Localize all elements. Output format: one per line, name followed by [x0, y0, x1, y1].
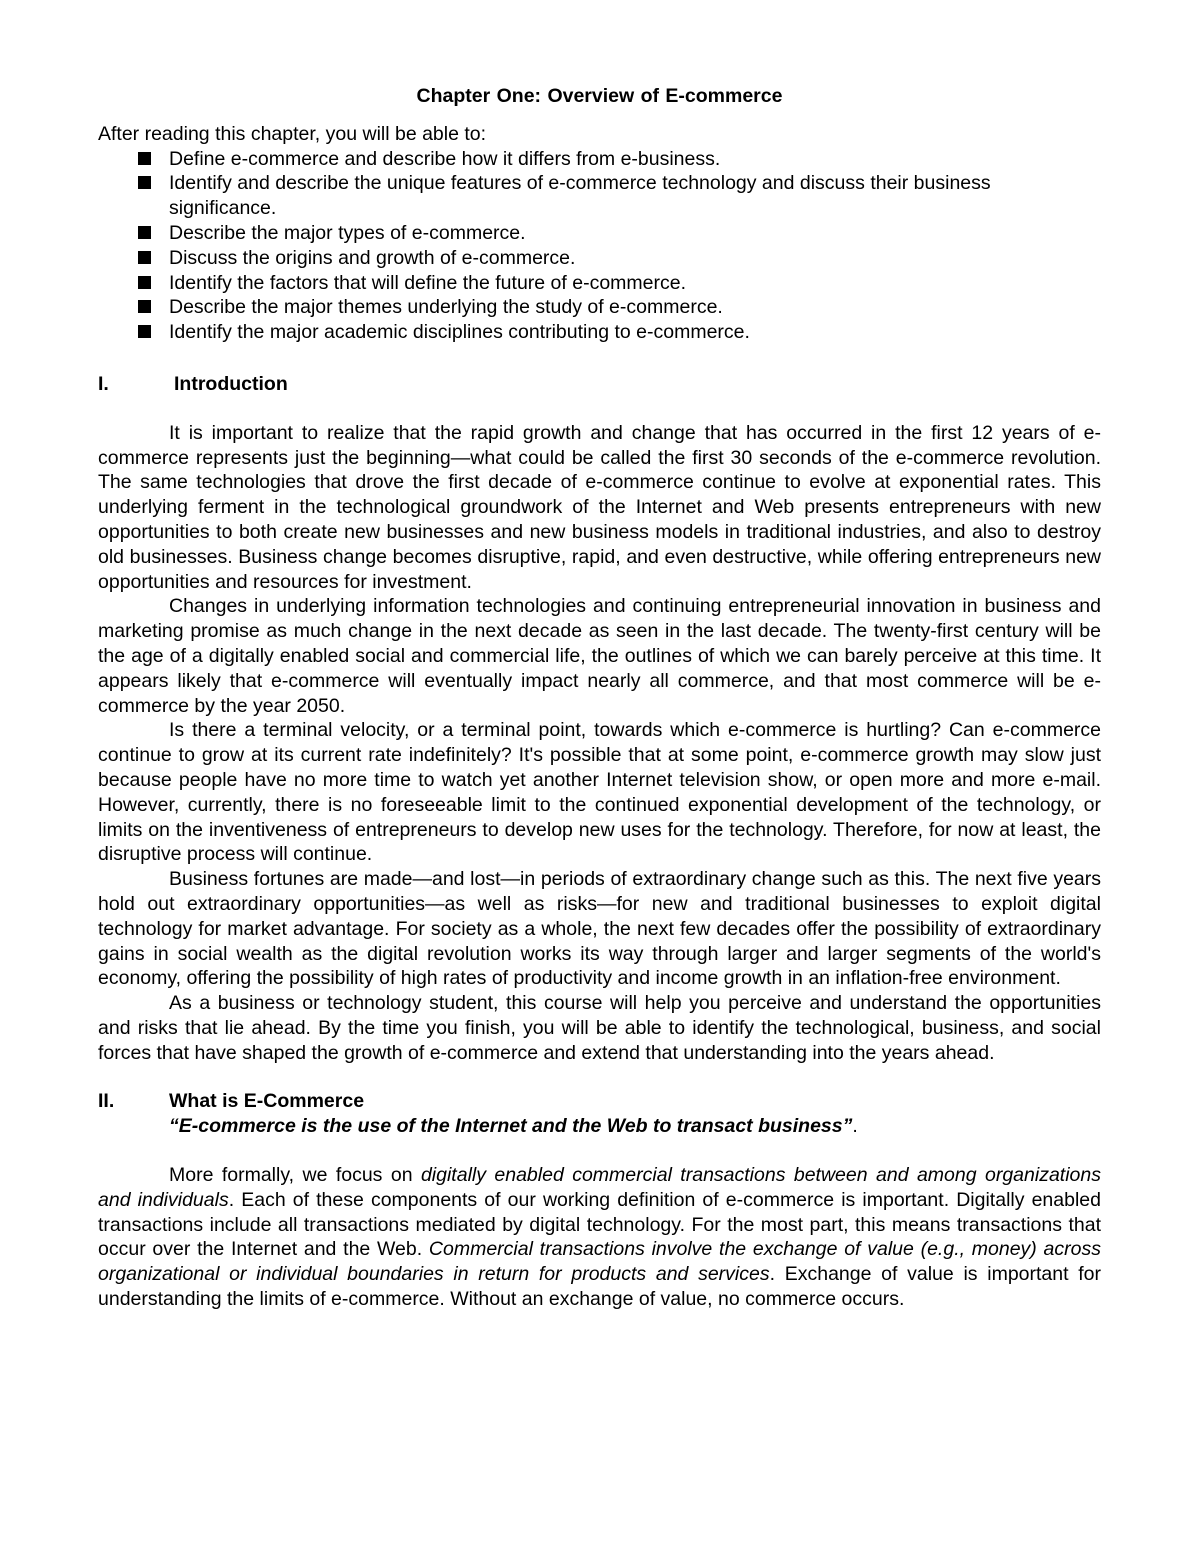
objective-item	[98, 271, 1101, 296]
definition-period: .	[852, 1115, 858, 1138]
objective-item	[98, 171, 1101, 221]
square-bullet-icon	[138, 152, 151, 165]
objective-item	[98, 295, 1101, 320]
square-bullet-icon	[138, 300, 151, 313]
objective-text: Identify the factors that will define the future of e-commerce.	[169, 271, 686, 294]
objective-text: Define e-commerce and describe how it differs from e-business.	[169, 147, 721, 170]
text-run: More formally, we focus on	[169, 1164, 421, 1187]
intro-paragraph: As a business or technology student, this course will help you perceive and understand the opportunities and risks that lie ahead. By the time you finish, you will be able to identify the technological, business, and social forces that have shaped the growth of e-commerce and extend that understanding into the years ahead.	[98, 992, 1101, 1064]
objectives-list	[98, 147, 1101, 345]
intro-paragraph: Changes in underlying information technologies and continuing entrepreneurial innovation in business and marketing promise as much change in the next decade as seen in the last decade. The twenty-first century will be the age of a digitally enabled social and commercial life, the outlines of which we can barely perceive at this time. It appears likely that e-commerce will eventually impact nearly all commerce, and that most commerce will be e-commerce by the year 2050.	[98, 595, 1101, 717]
square-bullet-icon	[138, 176, 151, 189]
intro-paragraph: Is there a terminal velocity, or a terminal point, towards which e-commerce is hurtling? Can e-commerce continue to grow at its current rate indefinitely? It's possible that at some point, e-commerce growth may slow just because people have no more time to watch yet another Internet television show, or open more and more e-mail. However, currently, there is no foreseeable limit to the continued exponential development of the technology, or limits on the inventiveness of entrepreneurs to develop new uses for the technology. Therefore, for now at least, the disruptive process will continue.	[98, 719, 1101, 866]
objective-text: Identify the major academic disciplines contributing to e-commerce.	[169, 321, 750, 344]
section-heading-introduction	[98, 372, 1101, 397]
objective-item	[98, 246, 1101, 271]
section-number: II.	[98, 1090, 115, 1113]
intro-paragraph: It is important to realize that the rapid growth and change that has occurred in the first 12 years of e-commerce represents just the beginning—what could be called the first 30 seconds of the e-commerce revolution. The same technologies that drove the first decade of e-commerce continue to evolve at exponential rates. This underlying ferment in the technological groundwork of the Internet and Web presents entrepreneurs with new opportunities to both create new businesses and new business models in traditional industries, and also to destroy old businesses. Business change becomes disruptive, rapid, and even destructive, while offering entrepreneurs new opportunities and resources for investment.	[98, 421, 1101, 593]
square-bullet-icon	[138, 226, 151, 239]
section-heading-what-is-ecommerce	[98, 1089, 1101, 1114]
text-run: . Exchange of value is important for understanding the limits of e-commerce. Without an exchange of value, no commerce occurs.	[98, 1263, 1101, 1311]
definition-paragraph	[98, 1163, 1101, 1312]
section-number: I.	[98, 372, 109, 395]
section-title: What is E-Commerce	[169, 1090, 365, 1113]
objective-item	[98, 147, 1101, 172]
text-run: . Each of these components of our working definition of e-commerce is important. Digitally enabled transactions include all transactions mediated by digital technology. For the most part, this means transactions that occur over the Internet and the Web.	[98, 1188, 1101, 1261]
objective-item	[98, 221, 1101, 246]
square-bullet-icon	[138, 251, 151, 264]
objectives-intro: After reading this chapter, you will be able to:	[98, 122, 487, 145]
objective-item	[98, 320, 1101, 345]
objective-text: Discuss the origins and growth of e-commerce.	[169, 246, 576, 269]
square-bullet-icon	[138, 325, 151, 338]
objective-text: Describe the major types of e-commerce.	[169, 221, 526, 244]
square-bullet-icon	[138, 276, 151, 289]
chapter-title: Chapter One: Overview of E-commerce	[416, 85, 783, 107]
emphasis-run: digitally enabled commercial transactions between and among organizations and individuals	[98, 1164, 1101, 1211]
objective-text: Identify and describe the unique features of e-commerce technology and discuss their business significance.	[169, 172, 991, 220]
emphasis-run: Commercial transactions involve the exchange of value (e.g., money) across organizational or individual boundaries in return for products and services	[98, 1238, 1101, 1286]
ecommerce-definition	[169, 1114, 1101, 1139]
section-title: Introduction	[174, 372, 288, 395]
objective-text: Describe the major themes underlying the study of e-commerce.	[169, 296, 723, 319]
intro-paragraph: Business fortunes are made—and lost—in periods of extraordinary change such as this. The next five years hold out extraordinary opportunities—as well as risks—for new and traditional businesses to exploit digital technology for market advantage. For society as a whole, the next few decades offer the possibility of extraordinary gains in social wealth as the digital revolution works its way through larger and larger segments of the world's economy, offering the possibility of high rates of productivity and income growth in an inflation-free environment.	[98, 868, 1101, 990]
definition-quote: “E-commerce is the use of the Internet and the Web to transact business”	[169, 1115, 853, 1138]
document-page	[98, 84, 1101, 1312]
